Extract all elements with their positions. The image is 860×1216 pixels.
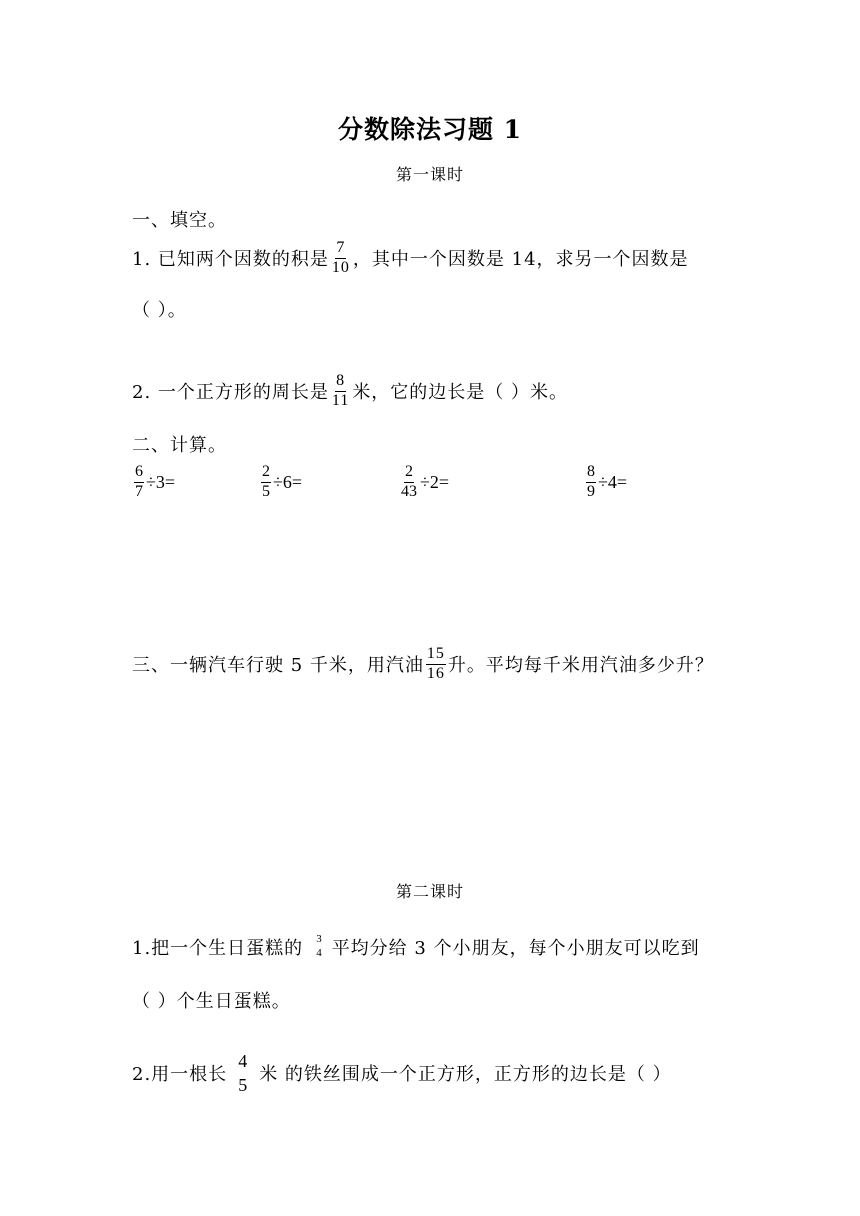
question-text: 1.把一个生日蛋糕的	[132, 938, 304, 959]
question-text: 平均分给 3 个小朋友，每个小朋友可以吃到	[331, 938, 700, 959]
question-text: 三、一辆汽车行驶 5 千米，用汽油	[132, 655, 424, 677]
answer-blank: （ ）。	[132, 300, 187, 321]
fraction	[400, 464, 418, 501]
fraction	[331, 240, 351, 277]
operation: ÷6=	[273, 471, 303, 492]
fraction	[315, 934, 324, 959]
calc-item	[584, 464, 627, 501]
fraction	[586, 464, 596, 501]
question-2-1	[132, 934, 700, 960]
fraction	[331, 373, 350, 410]
fraction	[261, 464, 271, 501]
question-text: 2.用一根长	[132, 1064, 228, 1086]
question-1-2	[132, 373, 568, 410]
section2-heading: 二、计算。	[132, 435, 227, 456]
fraction	[134, 464, 144, 501]
calc-item	[398, 464, 449, 501]
page-title: 分数除法习题 1	[337, 115, 523, 144]
numerator: 8	[335, 373, 346, 392]
fraction	[237, 1052, 249, 1095]
lesson2-heading: 第二课时	[395, 882, 464, 901]
numerator: 2	[404, 464, 414, 483]
question-text: 升。平均每千米用汽油多少升？	[447, 655, 714, 677]
denominator: 43	[401, 482, 417, 500]
fraction	[426, 646, 446, 683]
denominator: 5	[262, 482, 270, 500]
operation: ÷2=	[420, 471, 450, 492]
denominator: 11	[331, 391, 350, 409]
calc-item	[132, 464, 175, 501]
question-text: 2. 一个正方形的周长是	[132, 382, 329, 404]
numerator: 15	[426, 646, 446, 665]
question-3	[132, 646, 714, 683]
numerator: 4	[238, 1051, 249, 1071]
operation: ÷3=	[146, 471, 176, 492]
answer-blank: （ ）个生日蛋糕。	[132, 991, 291, 1012]
denominator: 7	[135, 482, 143, 500]
question-text: 1. 已知两个因数的积是	[132, 249, 329, 271]
numerator: 7	[335, 240, 346, 259]
question-text: 米，它的边长是（ ）米。	[352, 382, 569, 404]
numerator: 2	[261, 464, 271, 483]
denominator: 10	[331, 258, 350, 276]
calc-item	[259, 464, 302, 501]
question-2-2	[132, 1052, 672, 1095]
numerator: 6	[134, 464, 144, 483]
numerator: 3	[316, 933, 323, 946]
denominator: 5	[238, 1074, 249, 1095]
denominator: 4	[316, 947, 323, 959]
operation: ÷4=	[598, 471, 628, 492]
question-text: 米 的铁丝围成一个正方形，正方形的边长是（ ）	[259, 1064, 672, 1086]
numerator: 8	[586, 464, 596, 483]
denominator: 16	[426, 664, 445, 682]
question-1-1	[132, 240, 689, 277]
section1-heading: 一、填空。	[132, 210, 227, 231]
lesson1-heading: 第一课时	[395, 165, 464, 184]
question-text: ，其中一个因数是 14，求另一个因数是	[352, 249, 689, 271]
denominator: 9	[587, 482, 595, 500]
